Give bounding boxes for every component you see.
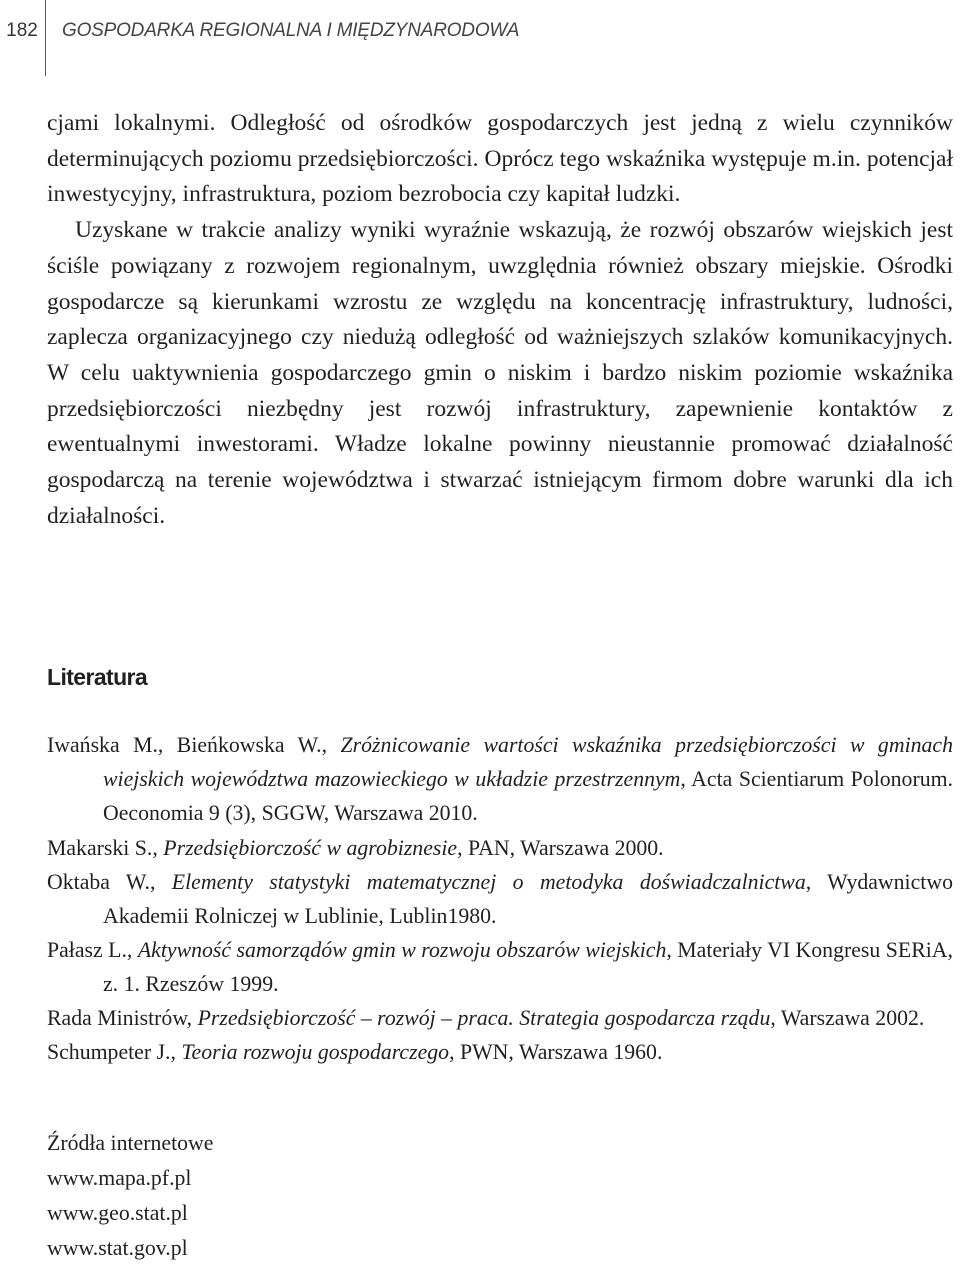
- internet-sources: [47, 1126, 213, 1266]
- reference-author: Oktaba W.: [47, 870, 150, 894]
- reference-title: Przedsiębiorczość w agrobiznesie: [163, 836, 458, 860]
- reference-title: Zróżnicowanie wartości wskaźnika przedsiębiorczości w gminach wiejskich województwa mazowieckiego w układzie przestrzennym: [103, 733, 953, 791]
- reference-title: Przedsiębiorczość – rozwój – praca. Strategia gospodarcza rządu: [197, 1006, 771, 1030]
- header-divider: [45, 0, 46, 76]
- reference-item: [47, 933, 953, 1001]
- literature-heading: Literatura: [47, 664, 148, 690]
- reference-title: Aktywność samorządów gmin w rozwoju obszarów wiejskich: [137, 938, 667, 962]
- reference-separator: ,: [321, 733, 341, 757]
- reference-details: , PAN, Warszawa 2000.: [457, 836, 664, 860]
- reference-details: , Wydawnictwo Akademii Rolniczej w Lublinie, Lublin1980.: [103, 870, 953, 928]
- reference-separator: ,: [152, 836, 164, 860]
- reference-author: Makarski S.: [47, 836, 153, 860]
- page-header: [0, 0, 960, 78]
- reference-details: , Acta Scientiarum Polonorum. Oeconomia 9 (3), SGGW, Warszawa 2010.: [103, 767, 953, 825]
- body-text: [47, 106, 953, 534]
- internet-sources-heading: Źródła internetowe: [47, 1131, 214, 1155]
- reference-separator: ,: [126, 938, 138, 962]
- reference-item: [47, 1001, 953, 1035]
- reference-item: [47, 831, 953, 865]
- reference-details: , Materiały VI Kongresu SERiA, z. 1. Rzeszów 1999.: [103, 938, 953, 996]
- reference-list: [47, 728, 953, 1069]
- reference-item: [47, 1035, 953, 1069]
- reference-separator: ,: [186, 1006, 198, 1030]
- reference-separator: ,: [149, 870, 172, 894]
- reference-item: [47, 728, 953, 830]
- reference-title: Elementy statystyki matematycznej o metodyka doświadczalnictwa: [171, 870, 806, 894]
- body-paragraph-1: cjami lokalnymi. Odległość od ośrodków gospodarczych jest jedną z wielu czynników determinujących poziomu przedsiębiorczości. Oprócz tego wskaźnika występuje m.in. potencjał inwestycyjny, infrastruktura, poziom bezrobocia czy kapitał ludzki.: [47, 110, 953, 208]
- page-number: 182: [6, 20, 38, 41]
- reference-author: Pałasz L.: [47, 938, 127, 962]
- reference-author: Iwańska M., Bieńkowska W.: [47, 733, 322, 757]
- reference-details: , PWN, Warszawa 1960.: [449, 1040, 663, 1064]
- reference-author: Schumpeter J.: [47, 1040, 171, 1064]
- body-paragraph-2: Uzyskane w trakcie analizy wyniki wyraźnie wskazują, że rozwój obszarów wiejskich jest ściśle powiązany z rozwojem regionalnym, uwzględnia również obszary miejskie. Ośrodki gospodarcze są kierunkami wzrostu ze względu na koncentrację infrastruktury, ludności, zaplecza organizacyjnego czy niedużą odległość od ważniejszych szlaków komunikacyjnych. W celu uaktywnienia gospodarczego gmin o niskim i bardzo niskim poziomie wskaźnika przedsiębiorczości niezbędny jest rozwój infrastruktury, zapewnienie kontaktów z ewentualnymi inwestorami. Władze lokalne powinny nieustannie promować działalność gospodarczą na terenie województwa i stwarzać istniejącym firmom dobre warunki dla ich działalności.: [47, 217, 953, 529]
- source-link[interactable]: www.mapa.pf.pl: [47, 1166, 192, 1190]
- reference-details: , Warszawa 2002.: [770, 1006, 925, 1030]
- reference-item: [47, 865, 953, 933]
- source-link[interactable]: www.geo.stat.pl: [47, 1201, 188, 1225]
- reference-separator: ,: [170, 1040, 182, 1064]
- reference-author: Rada Ministrów: [47, 1006, 187, 1030]
- source-link[interactable]: www.stat.gov.pl: [47, 1236, 188, 1260]
- running-title: GOSPODARKA REGIONALNA I MIĘDZYNARODOWA: [62, 20, 520, 41]
- reference-title: Teoria rozwoju gospodarczego: [181, 1040, 450, 1064]
